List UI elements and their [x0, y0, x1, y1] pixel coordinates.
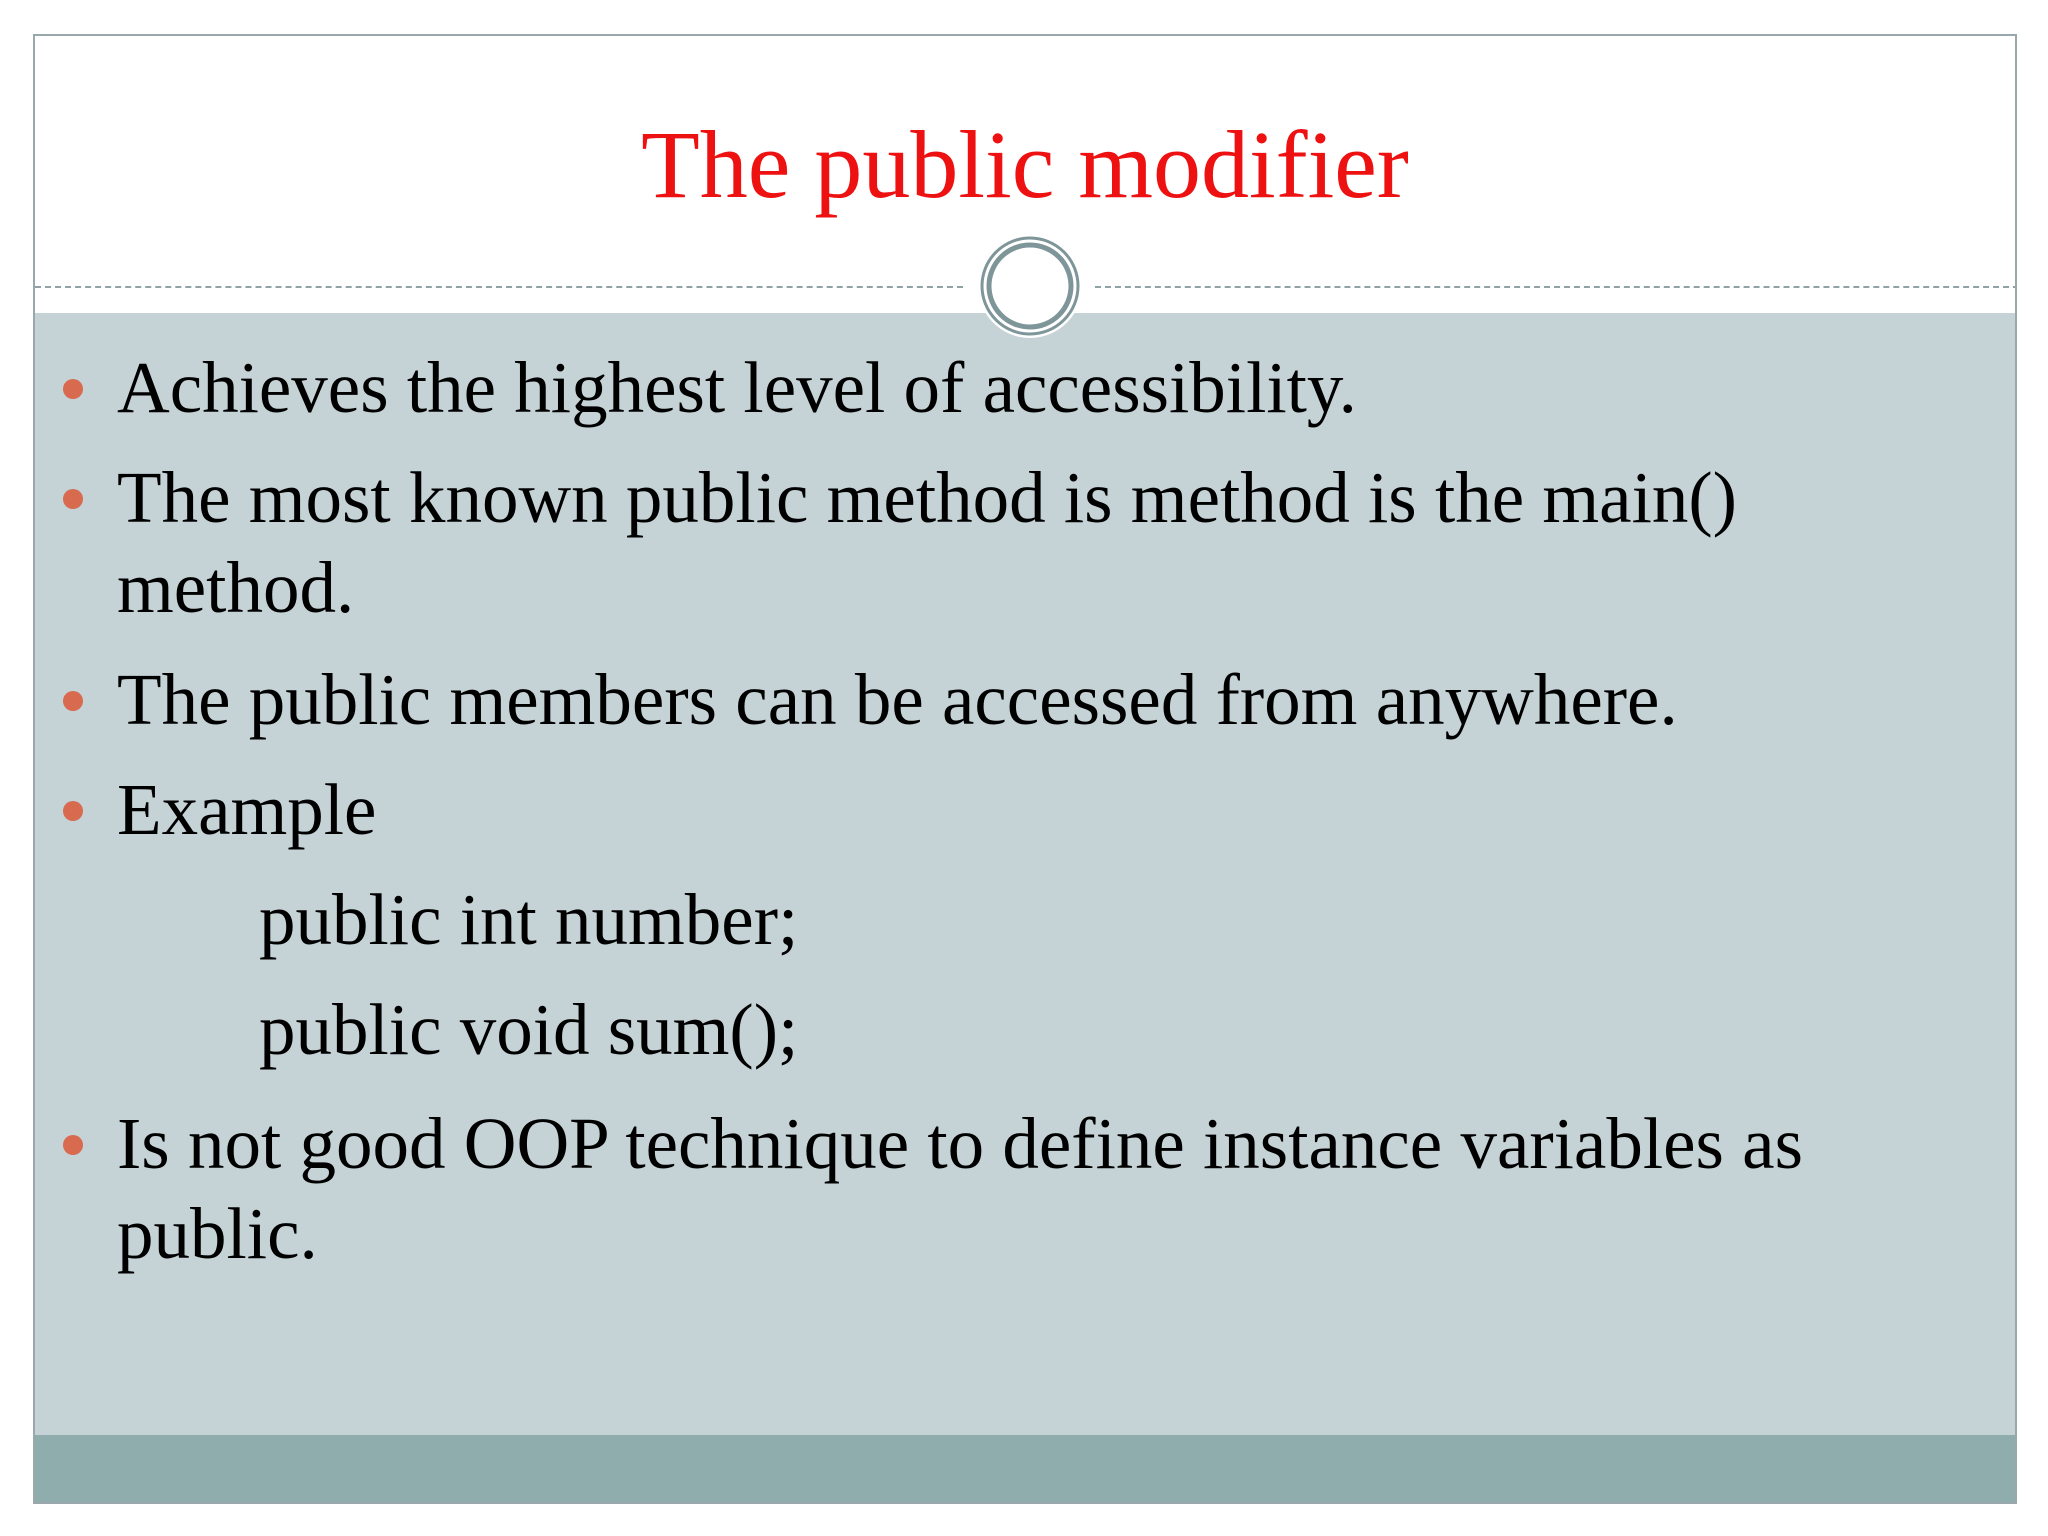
bullet-text: public.	[117, 1193, 318, 1274]
code-text: public int number;	[259, 879, 799, 960]
code-text: public void sum();	[259, 989, 799, 1070]
bullet-text: The public members can be accessed from anywhere.	[117, 659, 1678, 740]
bullet-text: method.	[117, 547, 355, 628]
bullet-dot-icon	[63, 489, 83, 509]
bullet-item	[117, 655, 1937, 745]
slide	[33, 34, 2017, 1504]
bullet-dot-icon	[63, 801, 83, 821]
code-line	[259, 875, 798, 965]
bullet-text: The most known public method is method is the main()	[117, 457, 1737, 538]
bullet-dot-icon	[63, 379, 83, 399]
bullet-dot-icon	[63, 1135, 83, 1155]
slide-title: The public modifier	[641, 111, 1409, 218]
bullet-item	[117, 453, 1937, 543]
divider-right	[1095, 286, 2017, 288]
bullet-text: Is not good OOP technique to define instance variables as	[117, 1103, 1803, 1184]
footer-bar	[35, 1435, 2015, 1504]
divider-left	[35, 286, 963, 288]
bullet-text: Example	[117, 769, 377, 850]
bullet-continuation	[117, 1189, 1937, 1279]
bullet-dot-icon	[63, 691, 83, 711]
bullet-item	[117, 1099, 1937, 1189]
ring-emblem-icon	[976, 232, 1084, 340]
code-line	[259, 985, 798, 1075]
bullet-item	[117, 765, 1937, 855]
bullet-item	[117, 343, 1937, 433]
bullet-text: Achieves the highest level of accessibility.	[117, 347, 1357, 428]
bullet-continuation	[117, 543, 1937, 633]
